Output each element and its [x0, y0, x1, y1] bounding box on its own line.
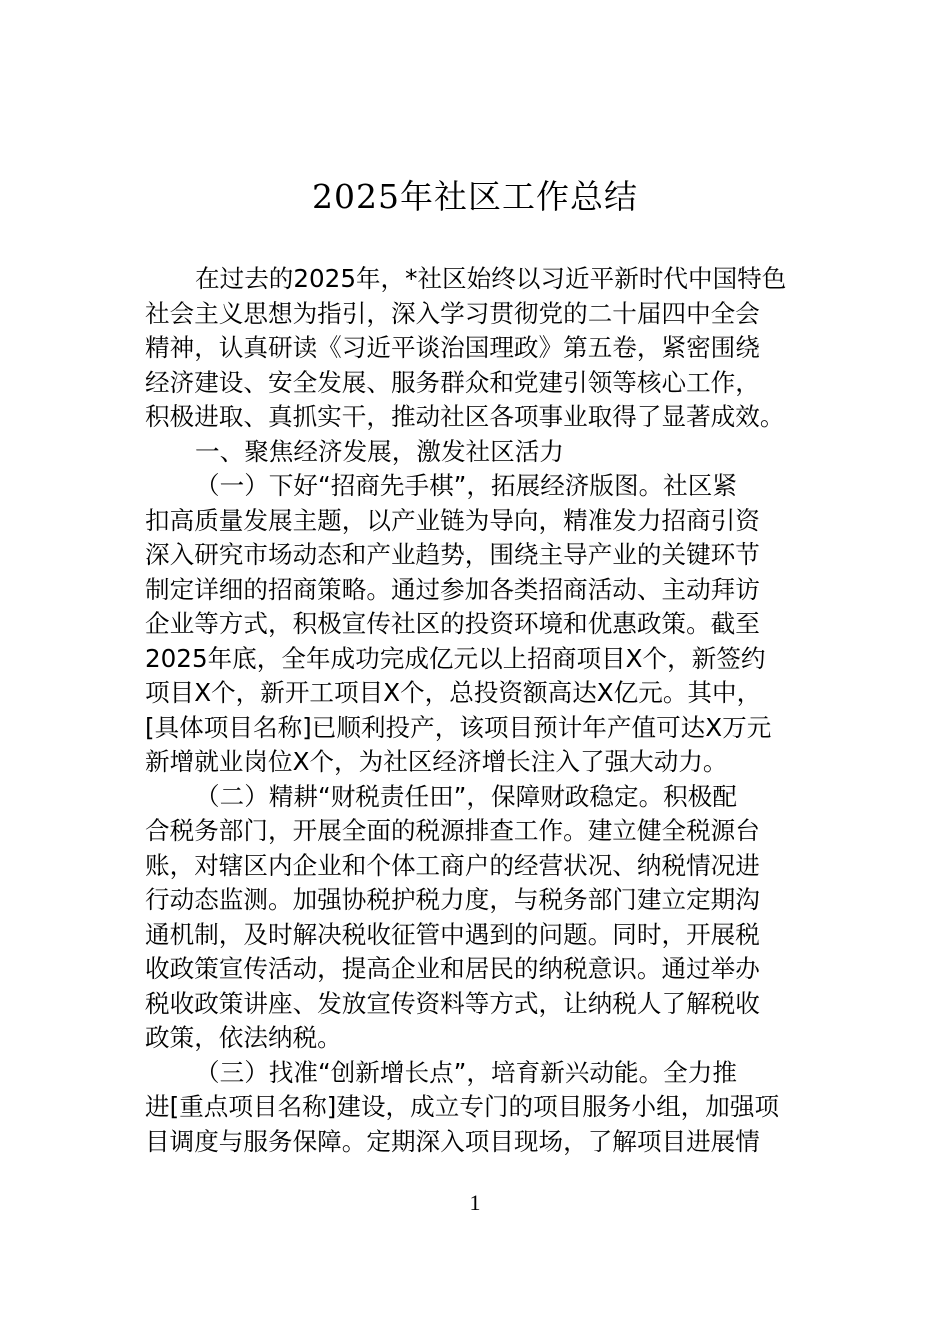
body-line-2: 社会主义思想为指引，深入学习贯彻党的二十届四中全会	[145, 298, 760, 328]
body-line-24: （三）找准“创新增长点”，培育新兴动能。全力推	[195, 1057, 737, 1087]
body-line-1: 在过去的2025年，*社区始终以习近平新时代中国特色	[195, 264, 787, 293]
section-heading-1: 一、聚焦经济发展，激发社区活力	[195, 436, 564, 466]
body-line-7: （一）下好“招商先手棋”，拓展经济版图。社区紧	[195, 471, 737, 500]
body-line-15: 新增就业岗位X个，为社区经济增长注入了强大动力。	[145, 747, 728, 776]
body-line-23: 政策，依法纳税。	[145, 1023, 342, 1052]
body-line-20: 通机制，及时解决税收征管中遇到的问题。同时，开展税	[145, 919, 760, 949]
body-line-13: 项目X个，新开工项目X个，总投资额高达X亿元。其中，	[145, 678, 762, 707]
body-line-25: 进[重点项目名称]建设，成立专门的项目服务小组，加强项	[145, 1092, 780, 1121]
document-body	[145, 262, 807, 1159]
body-line-9: 深入研究市场动态和产业趋势，围绕主导产业的关键环节	[145, 540, 760, 569]
body-line-19: 行动态监测。加强协税护税力度，与税务部门建立定期沟	[145, 885, 760, 914]
body-line-14: [具体项目名称]已顺利投产，该项目预计年产值可达X万元	[145, 712, 772, 742]
body-line-17: 合税务部门，开展全面的税源排查工作。建立健全税源台	[145, 816, 760, 845]
body-line-5: 积极进取、真抓实干，推动社区各项事业取得了显著成效。	[145, 402, 785, 431]
body-line-26: 目调度与服务保障。定期深入项目现场，了解项目进展情	[145, 1126, 760, 1156]
body-line-8: 扣高质量发展主题，以产业链为导向，精准发力招商引资	[145, 505, 760, 535]
body-line-16: （二）精耕“财税责任田”，保障财政稳定。积极配	[195, 781, 737, 811]
page-number: 1	[469, 1190, 481, 1215]
body-line-21: 收政策宣传活动，提高企业和居民的纳税意识。通过举办	[145, 954, 760, 983]
body-line-18: 账，对辖区内企业和个体工商户的经营状况、纳税情况进	[145, 850, 760, 880]
body-line-4: 经济建设、安全发展、服务群众和党建引领等核心工作，	[145, 367, 760, 397]
document-title: 2025年社区工作总结	[312, 177, 638, 216]
body-line-22: 税收政策讲座、发放宣传资料等方式，让纳税人了解税收	[145, 988, 760, 1018]
body-line-11: 企业等方式，积极宣传社区的投资环境和优惠政策。截至	[145, 609, 760, 638]
body-line-3: 精神，认真研读《习近平谈治国理政》第五卷，紧密围绕	[145, 333, 760, 362]
body-line-10: 制定详细的招商策略。通过参加各类招商活动、主动拜访	[145, 574, 760, 604]
body-line-12: 2025年底，全年成功完成亿元以上招商项目X个，新签约	[145, 643, 766, 673]
